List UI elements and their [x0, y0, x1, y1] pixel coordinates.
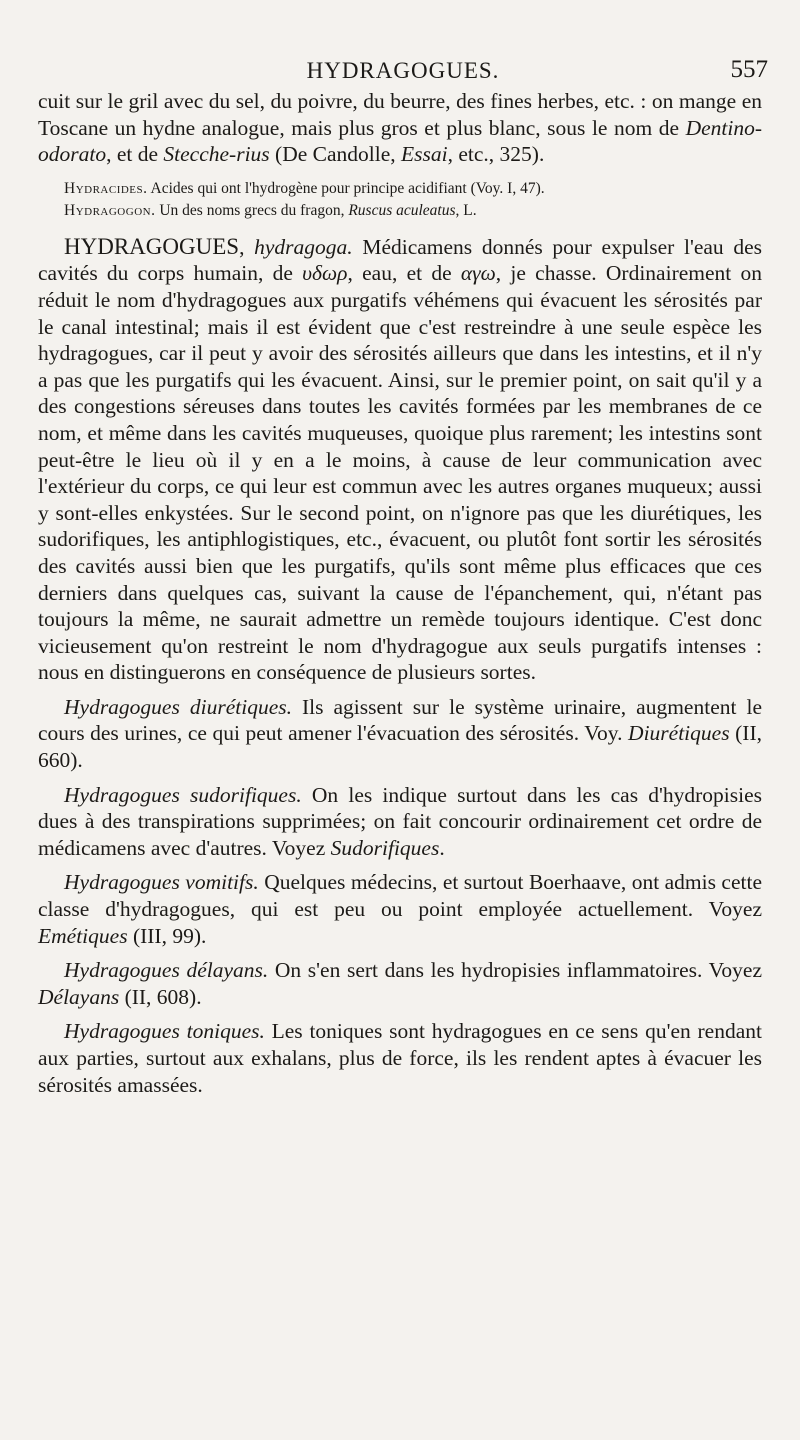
subentry-vomitifs: Hydragogues vomitifs. Quelques médecins, et surtout Boerhaave, ont admis cette classe d'hydragogues, qui est peu ou point employée actuellement. Voyez Emétiques (III, 99). [38, 870, 762, 948]
greek-word: υδωρ [302, 261, 348, 286]
page-number: 557 [730, 56, 768, 83]
subentry-diuretiques: Hydragogues diurétiques. Ils agissent sur le système urinaire, augmentent le cours des urines, ce qui peut amener l'évacuation des sérosités. Voy. Diurétiques (II, 660). [38, 694, 762, 773]
subentry-sudorifiques: Hydragogues sudorifiques. On les indique surtout dans les cas d'hydropisies dues à des transpirations supprimées; on fait concourir ordinairement cet ordre de médicamens avec d'autres. Voyez Sudorifiques. [38, 782, 762, 860]
entry-hydragogues: HYDRAGOGUES, hydragoga. Médicamens donnés pour expulser l'eau des cavités du corps humain, de υδωρ, eau, et de αγω, je chasse. Ordinairement on réduit le nom d'hydragogues aux purgatifs véhémens qui évacuent les sérosités par le canal intestinal; mais il est évident que c'est restreindre à une seule espèce les hydragogues, car il peut y avoir des sérosités ailleurs que dans les intestins, et il n'y a pas que les purgatifs qui les évacuent. Ainsi, sur le premier point, on sait qu'il y a des congestions séreuses dans toutes les cavités formées par les membranes de ce nom, et même dans les cavités muqueuses, quoique plus rarement; les intestins sont peut-être le lieu où il y en a le moins, à cause de leur communication avec l'extérieur du corps, ce qui leur est commun avec les autres organes muqueux; aussi y sont-elles enkystées. Sur le second point, on n'ignore pas que les diurétiques, les sudorifiques, les antiphlogistiques, etc., évacuent, ou plutôt font sortir les sérosités des cavités aussi bien que les purgatifs, qu'ils sont même plus efficaces que ces derniers dans quelques cas, suivant la cause de l'épanchement, qui, n'étant pas toujours la même, ne saurait admettre un remède toujours identique. C'est donc vicieusement qu'on restreint le nom d'hydragogue aux seuls purgatifs intenses : nous en distinguerons en conséquence de plusieurs sortes. [38, 233, 762, 685]
running-title: HYDRAGOGUES. [306, 58, 500, 83]
entry-hydragogon: Hydragogon. Un des noms grecs du fragon, Ruscus aculeatus, L. [64, 201, 477, 219]
greek-word: αγω [460, 261, 496, 286]
running-header [38, 56, 768, 90]
entry-hydracides: Hydracides. Acides qui ont l'hydrogène pour principe acidifiant (Voy. I, 47). [64, 179, 545, 197]
subentry-delayans: Hydragogues délayans. On s'en sert dans les hydropisies inflammatoires. Voyez Délayans (II, 608). [38, 958, 763, 1009]
page-body [38, 88, 762, 1098]
entry-headword: HYDRAGOGUES [64, 233, 240, 259]
entry-headword: Hydracides. [64, 179, 148, 197]
entry-headword: Hydragogon. [64, 201, 156, 219]
subentry-toniques: Hydragogues toniques. Les toniques sont hydragogues en ce sens qu'en rendant aux parties, surtout aux exhalans, plus de force, ils les rendent aptes à évacuer les sérosités amassées. [38, 1019, 762, 1097]
continuation-paragraph: cuit sur le gril avec du sel, du poivre, du beurre, des fines herbes, etc. : on mange en Toscane un hydne analogue, mais plus gros et plus blanc, sous le nom de Dentino-odorato, et de Stecche-rius (De Candolle, Essai, etc., 325). [38, 89, 762, 167]
